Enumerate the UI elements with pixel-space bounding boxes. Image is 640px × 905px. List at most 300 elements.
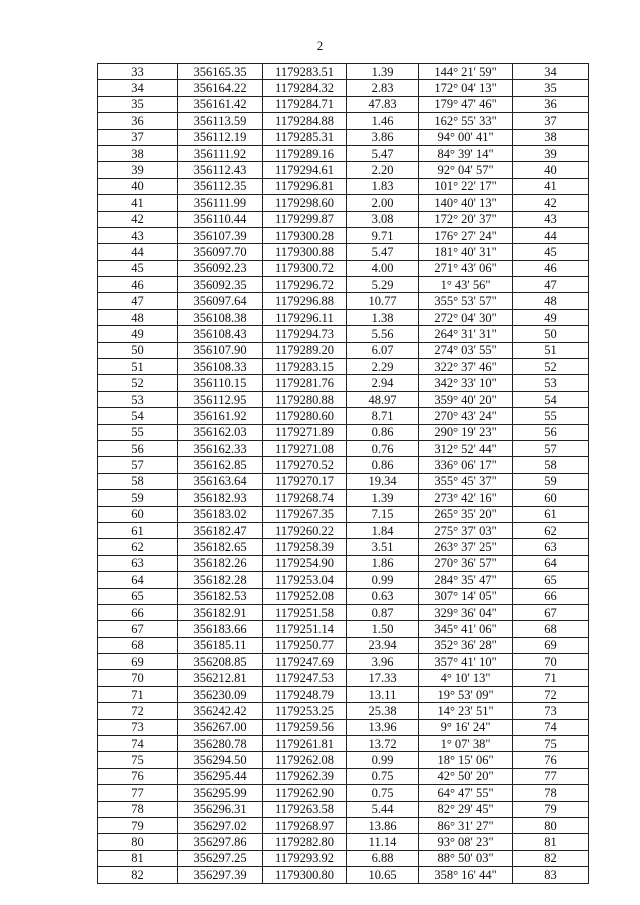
cell-x-coordinate: 356112.95: [178, 391, 263, 407]
cell-point-to: 62: [513, 522, 589, 538]
cell-x-coordinate: 356212.81: [178, 670, 263, 686]
cell-point-to: 52: [513, 359, 589, 375]
cell-distance: 48.97: [347, 391, 419, 407]
cell-distance: 0.87: [347, 604, 419, 620]
cell-x-coordinate: 356108.43: [178, 326, 263, 342]
cell-point-to: 73: [513, 703, 589, 719]
table-row: [98, 768, 589, 784]
cell-point-to: 45: [513, 244, 589, 260]
cell-y-coordinate: 1179261.81: [263, 736, 347, 752]
cell-distance: 2.94: [347, 375, 419, 391]
table-row: [98, 801, 589, 817]
cell-bearing: 265° 35' 20": [419, 506, 513, 522]
table-row: [98, 752, 589, 768]
table-row: [98, 113, 589, 129]
cell-point-from: 72: [98, 703, 178, 719]
cell-y-coordinate: 1179250.77: [263, 637, 347, 653]
cell-distance: 8.71: [347, 408, 419, 424]
cell-bearing: 322° 37' 46": [419, 359, 513, 375]
cell-point-to: 59: [513, 473, 589, 489]
cell-x-coordinate: 356162.85: [178, 457, 263, 473]
cell-x-coordinate: 356280.78: [178, 736, 263, 752]
cell-y-coordinate: 1179300.28: [263, 227, 347, 243]
cell-point-to: 34: [513, 64, 589, 80]
table-row: [98, 145, 589, 161]
cell-distance: 10.77: [347, 293, 419, 309]
cell-x-coordinate: 356161.92: [178, 408, 263, 424]
cell-x-coordinate: 356112.19: [178, 129, 263, 145]
table-row: [98, 703, 589, 719]
cell-point-from: 56: [98, 440, 178, 456]
cell-point-from: 61: [98, 522, 178, 538]
cell-point-from: 60: [98, 506, 178, 522]
cell-point-from: 36: [98, 113, 178, 129]
table-row: [98, 227, 589, 243]
cell-point-from: 54: [98, 408, 178, 424]
cell-y-coordinate: 1179281.76: [263, 375, 347, 391]
cell-y-coordinate: 1179268.74: [263, 490, 347, 506]
cell-y-coordinate: 1179247.53: [263, 670, 347, 686]
cell-y-coordinate: 1179296.88: [263, 293, 347, 309]
table-row: [98, 440, 589, 456]
cell-y-coordinate: 1179294.61: [263, 162, 347, 178]
cell-bearing: 101° 22' 17": [419, 178, 513, 194]
cell-point-from: 52: [98, 375, 178, 391]
cell-point-from: 79: [98, 817, 178, 833]
cell-x-coordinate: 356208.85: [178, 654, 263, 670]
cell-bearing: 359° 40' 20": [419, 391, 513, 407]
cell-x-coordinate: 356113.59: [178, 113, 263, 129]
cell-bearing: 274° 03' 55": [419, 342, 513, 358]
cell-distance: 4.00: [347, 260, 419, 276]
cell-y-coordinate: 1179268.97: [263, 817, 347, 833]
cell-bearing: 312° 52' 44": [419, 440, 513, 456]
cell-bearing: 9° 16' 24": [419, 719, 513, 735]
table-row: [98, 195, 589, 211]
cell-y-coordinate: 1179260.22: [263, 522, 347, 538]
table-row: [98, 572, 589, 588]
cell-distance: 17.33: [347, 670, 419, 686]
cell-y-coordinate: 1179300.72: [263, 260, 347, 276]
cell-x-coordinate: 356297.86: [178, 834, 263, 850]
cell-y-coordinate: 1179293.92: [263, 850, 347, 866]
cell-bearing: 272° 04' 30": [419, 309, 513, 325]
table-row: [98, 506, 589, 522]
cell-y-coordinate: 1179263.58: [263, 801, 347, 817]
cell-bearing: 14° 23' 51": [419, 703, 513, 719]
cell-distance: 2.83: [347, 80, 419, 96]
cell-x-coordinate: 356108.33: [178, 359, 263, 375]
table-row: [98, 80, 589, 96]
cell-bearing: 290° 19' 23": [419, 424, 513, 440]
cell-y-coordinate: 1179252.08: [263, 588, 347, 604]
cell-bearing: 82° 29' 45": [419, 801, 513, 817]
cell-point-from: 46: [98, 277, 178, 293]
cell-bearing: 355° 53' 57": [419, 293, 513, 309]
cell-y-coordinate: 1179258.39: [263, 539, 347, 555]
cell-y-coordinate: 1179271.08: [263, 440, 347, 456]
cell-x-coordinate: 356183.66: [178, 621, 263, 637]
cell-point-to: 77: [513, 768, 589, 784]
table-row: [98, 277, 589, 293]
table-row: [98, 850, 589, 866]
cell-point-to: 76: [513, 752, 589, 768]
cell-point-to: 80: [513, 817, 589, 833]
cell-point-to: 50: [513, 326, 589, 342]
cell-distance: 1.46: [347, 113, 419, 129]
cell-distance: 6.88: [347, 850, 419, 866]
cell-point-to: 39: [513, 145, 589, 161]
cell-distance: 5.47: [347, 145, 419, 161]
cell-y-coordinate: 1179271.89: [263, 424, 347, 440]
table-row: [98, 490, 589, 506]
cell-point-from: 44: [98, 244, 178, 260]
cell-point-from: 78: [98, 801, 178, 817]
cell-point-to: 65: [513, 572, 589, 588]
coordinates-table-body: [98, 64, 589, 884]
cell-point-from: 76: [98, 768, 178, 784]
cell-distance: 0.76: [347, 440, 419, 456]
cell-point-to: 47: [513, 277, 589, 293]
cell-point-to: 74: [513, 719, 589, 735]
cell-point-from: 68: [98, 637, 178, 653]
cell-distance: 5.44: [347, 801, 419, 817]
cell-point-to: 71: [513, 670, 589, 686]
cell-bearing: 179° 47' 46": [419, 96, 513, 112]
cell-bearing: 357° 41' 10": [419, 654, 513, 670]
table-row: [98, 522, 589, 538]
cell-bearing: 273° 42' 16": [419, 490, 513, 506]
page-number: 2: [316, 38, 324, 53]
cell-point-from: 35: [98, 96, 178, 112]
table-row: [98, 342, 589, 358]
cell-x-coordinate: 356182.91: [178, 604, 263, 620]
table-row: [98, 326, 589, 342]
cell-x-coordinate: 356108.38: [178, 309, 263, 325]
cell-x-coordinate: 356164.22: [178, 80, 263, 96]
cell-y-coordinate: 1179253.04: [263, 572, 347, 588]
cell-y-coordinate: 1179253.25: [263, 703, 347, 719]
cell-x-coordinate: 356182.26: [178, 555, 263, 571]
cell-y-coordinate: 1179262.39: [263, 768, 347, 784]
cell-bearing: 271° 43' 06": [419, 260, 513, 276]
cell-point-to: 64: [513, 555, 589, 571]
table-row: [98, 817, 589, 833]
cell-distance: 5.56: [347, 326, 419, 342]
cell-point-from: 55: [98, 424, 178, 440]
table-row: [98, 621, 589, 637]
cell-y-coordinate: 1179259.56: [263, 719, 347, 735]
cell-bearing: 342° 33' 10": [419, 375, 513, 391]
cell-point-to: 83: [513, 867, 589, 883]
cell-x-coordinate: 356163.64: [178, 473, 263, 489]
cell-distance: 25.38: [347, 703, 419, 719]
cell-x-coordinate: 356297.39: [178, 867, 263, 883]
cell-bearing: 172° 20' 37": [419, 211, 513, 227]
cell-x-coordinate: 356230.09: [178, 686, 263, 702]
cell-y-coordinate: 1179283.51: [263, 64, 347, 80]
cell-distance: 3.51: [347, 539, 419, 555]
cell-x-coordinate: 356092.23: [178, 260, 263, 276]
cell-point-from: 39: [98, 162, 178, 178]
cell-point-to: 61: [513, 506, 589, 522]
cell-y-coordinate: 1179296.11: [263, 309, 347, 325]
cell-point-to: 44: [513, 227, 589, 243]
coordinates-table: [97, 63, 589, 884]
cell-point-to: 79: [513, 801, 589, 817]
cell-bearing: 284° 35' 47": [419, 572, 513, 588]
cell-distance: 47.83: [347, 96, 419, 112]
cell-bearing: 1° 07' 38": [419, 736, 513, 752]
cell-point-to: 70: [513, 654, 589, 670]
cell-point-to: 37: [513, 113, 589, 129]
cell-point-from: 51: [98, 359, 178, 375]
cell-x-coordinate: 356297.25: [178, 850, 263, 866]
cell-distance: 9.71: [347, 227, 419, 243]
cell-point-to: 43: [513, 211, 589, 227]
cell-distance: 13.96: [347, 719, 419, 735]
cell-point-to: 75: [513, 736, 589, 752]
cell-x-coordinate: 356097.64: [178, 293, 263, 309]
cell-distance: 0.75: [347, 785, 419, 801]
cell-x-coordinate: 356092.35: [178, 277, 263, 293]
cell-point-from: 80: [98, 834, 178, 850]
cell-point-from: 74: [98, 736, 178, 752]
cell-y-coordinate: 1179289.16: [263, 145, 347, 161]
table-row: [98, 473, 589, 489]
table-row: [98, 539, 589, 555]
cell-point-to: 66: [513, 588, 589, 604]
cell-distance: 10.65: [347, 867, 419, 883]
cell-y-coordinate: 1179282.80: [263, 834, 347, 850]
cell-bearing: 275° 37' 03": [419, 522, 513, 538]
cell-distance: 7.15: [347, 506, 419, 522]
cell-y-coordinate: 1179298.60: [263, 195, 347, 211]
cell-y-coordinate: 1179299.87: [263, 211, 347, 227]
cell-y-coordinate: 1179248.79: [263, 686, 347, 702]
table-row: [98, 670, 589, 686]
cell-point-from: 73: [98, 719, 178, 735]
cell-distance: 2.29: [347, 359, 419, 375]
cell-point-from: 33: [98, 64, 178, 80]
cell-distance: 13.11: [347, 686, 419, 702]
cell-y-coordinate: 1179280.88: [263, 391, 347, 407]
cell-x-coordinate: 356161.42: [178, 96, 263, 112]
cell-point-to: 38: [513, 129, 589, 145]
cell-bearing: 345° 41' 06": [419, 621, 513, 637]
cell-y-coordinate: 1179283.15: [263, 359, 347, 375]
table-row: [98, 686, 589, 702]
table-row: [98, 408, 589, 424]
cell-point-from: 45: [98, 260, 178, 276]
cell-point-from: 49: [98, 326, 178, 342]
cell-bearing: 144° 21' 59": [419, 64, 513, 80]
cell-bearing: 355° 45' 37": [419, 473, 513, 489]
cell-point-to: 48: [513, 293, 589, 309]
cell-point-to: 56: [513, 424, 589, 440]
cell-bearing: 336° 06' 17": [419, 457, 513, 473]
cell-x-coordinate: 356097.70: [178, 244, 263, 260]
cell-bearing: 307° 14' 05": [419, 588, 513, 604]
cell-point-to: 40: [513, 162, 589, 178]
table-row: [98, 457, 589, 473]
table-row: [98, 375, 589, 391]
cell-bearing: 140° 40' 13": [419, 195, 513, 211]
cell-x-coordinate: 356111.99: [178, 195, 263, 211]
cell-point-from: 41: [98, 195, 178, 211]
cell-y-coordinate: 1179270.17: [263, 473, 347, 489]
cell-bearing: 264° 31' 31": [419, 326, 513, 342]
cell-bearing: 86° 31' 27": [419, 817, 513, 833]
cell-point-to: 51: [513, 342, 589, 358]
cell-x-coordinate: 356295.44: [178, 768, 263, 784]
cell-distance: 0.99: [347, 572, 419, 588]
cell-point-from: 57: [98, 457, 178, 473]
cell-point-from: 59: [98, 490, 178, 506]
cell-bearing: 92° 04' 57": [419, 162, 513, 178]
cell-point-from: 69: [98, 654, 178, 670]
cell-x-coordinate: 356107.39: [178, 227, 263, 243]
cell-y-coordinate: 1179247.69: [263, 654, 347, 670]
cell-point-from: 63: [98, 555, 178, 571]
cell-distance: 3.08: [347, 211, 419, 227]
cell-point-to: 82: [513, 850, 589, 866]
cell-bearing: 352° 36' 28": [419, 637, 513, 653]
cell-x-coordinate: 356107.90: [178, 342, 263, 358]
cell-bearing: 176° 27' 24": [419, 227, 513, 243]
table-row: [98, 604, 589, 620]
cell-bearing: 64° 47' 55": [419, 785, 513, 801]
cell-x-coordinate: 356183.02: [178, 506, 263, 522]
cell-point-from: 65: [98, 588, 178, 604]
cell-y-coordinate: 1179267.35: [263, 506, 347, 522]
cell-point-to: 60: [513, 490, 589, 506]
cell-point-from: 64: [98, 572, 178, 588]
cell-point-from: 75: [98, 752, 178, 768]
cell-x-coordinate: 356110.15: [178, 375, 263, 391]
cell-y-coordinate: 1179300.80: [263, 867, 347, 883]
cell-y-coordinate: 1179296.81: [263, 178, 347, 194]
cell-y-coordinate: 1179284.88: [263, 113, 347, 129]
cell-x-coordinate: 356182.28: [178, 572, 263, 588]
cell-point-from: 70: [98, 670, 178, 686]
cell-x-coordinate: 356185.11: [178, 637, 263, 653]
table-row: [98, 178, 589, 194]
cell-distance: 6.07: [347, 342, 419, 358]
cell-x-coordinate: 356182.93: [178, 490, 263, 506]
cell-x-coordinate: 356296.31: [178, 801, 263, 817]
cell-y-coordinate: 1179296.72: [263, 277, 347, 293]
cell-x-coordinate: 356162.03: [178, 424, 263, 440]
cell-x-coordinate: 356112.35: [178, 178, 263, 194]
table-row: [98, 293, 589, 309]
cell-x-coordinate: 356110.44: [178, 211, 263, 227]
table-row: [98, 260, 589, 276]
cell-y-coordinate: 1179254.90: [263, 555, 347, 571]
cell-point-from: 62: [98, 539, 178, 555]
cell-distance: 0.86: [347, 424, 419, 440]
cell-point-to: 36: [513, 96, 589, 112]
cell-point-to: 53: [513, 375, 589, 391]
cell-x-coordinate: 356294.50: [178, 752, 263, 768]
cell-distance: 23.94: [347, 637, 419, 653]
cell-point-from: 48: [98, 309, 178, 325]
table-row: [98, 129, 589, 145]
cell-point-to: 49: [513, 309, 589, 325]
cell-distance: 1.86: [347, 555, 419, 571]
cell-point-to: 42: [513, 195, 589, 211]
table-row: [98, 162, 589, 178]
cell-distance: 1.39: [347, 490, 419, 506]
cell-distance: 1.50: [347, 621, 419, 637]
cell-x-coordinate: 356182.65: [178, 539, 263, 555]
cell-bearing: 94° 00' 41": [419, 129, 513, 145]
table-row: [98, 424, 589, 440]
cell-distance: 0.75: [347, 768, 419, 784]
cell-point-from: 40: [98, 178, 178, 194]
table-row: [98, 736, 589, 752]
table-row: [98, 211, 589, 227]
cell-distance: 2.20: [347, 162, 419, 178]
cell-point-to: 72: [513, 686, 589, 702]
cell-point-from: 42: [98, 211, 178, 227]
cell-point-to: 35: [513, 80, 589, 96]
cell-distance: 0.63: [347, 588, 419, 604]
table-row: [98, 719, 589, 735]
cell-point-from: 47: [98, 293, 178, 309]
table-row: [98, 244, 589, 260]
cell-y-coordinate: 1179270.52: [263, 457, 347, 473]
cell-distance: 1.83: [347, 178, 419, 194]
cell-x-coordinate: 356242.42: [178, 703, 263, 719]
cell-x-coordinate: 356182.47: [178, 522, 263, 538]
table-row: [98, 654, 589, 670]
cell-y-coordinate: 1179294.73: [263, 326, 347, 342]
cell-x-coordinate: 356297.02: [178, 817, 263, 833]
cell-bearing: 162° 55' 33": [419, 113, 513, 129]
cell-point-from: 67: [98, 621, 178, 637]
cell-point-from: 37: [98, 129, 178, 145]
cell-y-coordinate: 1179251.58: [263, 604, 347, 620]
cell-distance: 13.72: [347, 736, 419, 752]
cell-bearing: 1° 43' 56": [419, 277, 513, 293]
cell-point-to: 41: [513, 178, 589, 194]
cell-bearing: 263° 37' 25": [419, 539, 513, 555]
cell-bearing: 88° 50' 03": [419, 850, 513, 866]
cell-distance: 0.86: [347, 457, 419, 473]
table-row: [98, 785, 589, 801]
table-row: [98, 64, 589, 80]
cell-y-coordinate: 1179289.20: [263, 342, 347, 358]
cell-x-coordinate: 356182.53: [178, 588, 263, 604]
table-row: [98, 309, 589, 325]
cell-y-coordinate: 1179262.08: [263, 752, 347, 768]
cell-point-to: 78: [513, 785, 589, 801]
cell-bearing: 93° 08' 23": [419, 834, 513, 850]
cell-distance: 0.99: [347, 752, 419, 768]
cell-distance: 3.86: [347, 129, 419, 145]
cell-distance: 5.29: [347, 277, 419, 293]
cell-y-coordinate: 1179251.14: [263, 621, 347, 637]
cell-y-coordinate: 1179284.71: [263, 96, 347, 112]
cell-point-from: 71: [98, 686, 178, 702]
cell-distance: 11.14: [347, 834, 419, 850]
table-row: [98, 555, 589, 571]
cell-x-coordinate: 356112.43: [178, 162, 263, 178]
table-row: [98, 867, 589, 883]
cell-distance: 5.47: [347, 244, 419, 260]
table-row: [98, 588, 589, 604]
